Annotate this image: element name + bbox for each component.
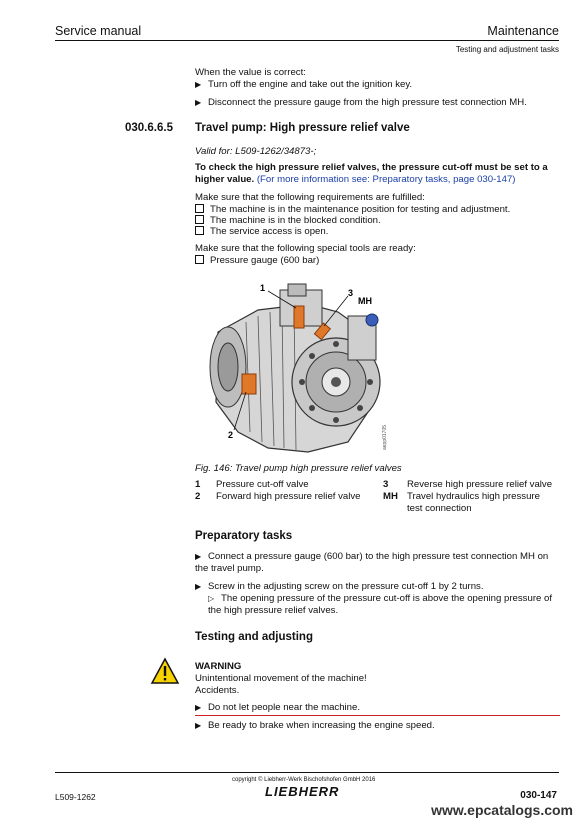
figure-caption: Fig. 146: Travel pump high pressure relief valves — [195, 463, 402, 474]
arrow-icon: ▶ — [195, 98, 202, 107]
testing-title: Testing and adjusting — [195, 631, 313, 643]
intro-line: When the value is correct: — [195, 67, 306, 78]
legend-table — [195, 479, 557, 515]
warning-title: WARNING — [195, 661, 242, 672]
prep-step-1: ▶ Connect a pressure gauge (600 bar) to the high pressure test connection MH on the travel pump. — [195, 551, 549, 574]
arrow-icon: ▶ — [195, 552, 202, 561]
check-text — [195, 162, 560, 186]
footer-rule — [55, 772, 559, 773]
tool-item: Pressure gauge (600 bar) — [195, 255, 319, 267]
figure-code: aepp01705 — [382, 424, 388, 450]
check-bold: To check the high pressure relief valves, the pressure cut-off must be set to a higher value. — [195, 162, 548, 185]
pump-figure — [198, 282, 392, 460]
testing-step-1: ▶ Do not let people near the machine. — [195, 702, 361, 713]
header-left: Service manual — [55, 24, 142, 38]
prep-title: Preparatory tasks — [195, 530, 293, 542]
intro-step-2: ▶ Disconnect the pressure gauge from the high pressure test connection MH. — [195, 97, 527, 108]
watermark: www.epcatalogs.com — [431, 802, 573, 818]
prep-step-2: ▶ Screw in the adjusting screw on the pressure cut-off 1 by 2 turns. — [195, 581, 484, 592]
arrow-icon: ▶ — [195, 721, 202, 730]
page-number: 030-147 — [520, 790, 557, 801]
copyright: copyright © Liebherr-Werk Bischofshofen GmbH 2016 — [232, 777, 376, 783]
requirement-item: The machine is in the blocked condition. — [195, 215, 381, 227]
brand-logo: LIEBHERR — [265, 784, 340, 799]
result-arrow-icon: ▷ — [208, 594, 215, 603]
intro-step-1: ▶ Turn off the engine and take out the ignition key. — [195, 79, 413, 90]
valid-for: Valid for: L509-1262/34873-; — [195, 146, 317, 157]
header-subtitle: Testing and adjustment tasks — [455, 45, 559, 54]
callout-3: 3 — [348, 288, 354, 298]
arrow-icon: ▶ — [195, 80, 202, 89]
callout-2: 2 — [228, 430, 234, 440]
callout-mh: MH — [358, 296, 372, 306]
section-number: 030.6.6.5 — [125, 122, 173, 134]
checkbox-icon — [195, 204, 204, 213]
callout-1: 1 — [260, 283, 266, 293]
warning-line-1: Unintentional movement of the machine! — [195, 673, 367, 684]
legend-row: 2 Forward high pressure relief valve MH Travel hydraulics high pressure test connection — [195, 491, 540, 514]
prep-result: ▷ The opening pressure of the pressure cut-off is above the opening pressure of the high pressure relief valves. — [208, 593, 553, 616]
requirements-intro: Make sure that the following requirements are fulfilled: — [195, 192, 425, 203]
section-title: Travel pump: High pressure relief valve — [195, 122, 410, 134]
header-rule — [55, 40, 559, 41]
checkbox-icon — [195, 215, 204, 224]
requirement-item: The machine is in the maintenance position for testing and adjustment. — [195, 204, 510, 216]
checkbox-icon — [195, 226, 204, 235]
header-right: Maintenance — [487, 24, 559, 38]
legend-row: 1 Pressure cut-off valve 3 Reverse high pressure relief valve — [195, 479, 553, 490]
model-code: L509-1262 — [55, 792, 96, 802]
tools-intro: Make sure that the following special tools are ready: — [195, 243, 416, 254]
warning-icon — [150, 657, 180, 685]
checkbox-icon — [195, 255, 204, 264]
arrow-icon: ▶ — [195, 582, 202, 591]
requirement-item: The service access is open. — [195, 226, 328, 238]
arrow-icon: ▶ — [195, 703, 202, 712]
testing-step-2: ▶ Be ready to brake when increasing the engine speed. — [195, 720, 435, 731]
check-link[interactable]: (For more information see: Preparatory tasks, page 030-147) — [256, 174, 516, 185]
warning-line-2: Accidents. — [195, 685, 240, 696]
warning-rule — [195, 715, 560, 716]
